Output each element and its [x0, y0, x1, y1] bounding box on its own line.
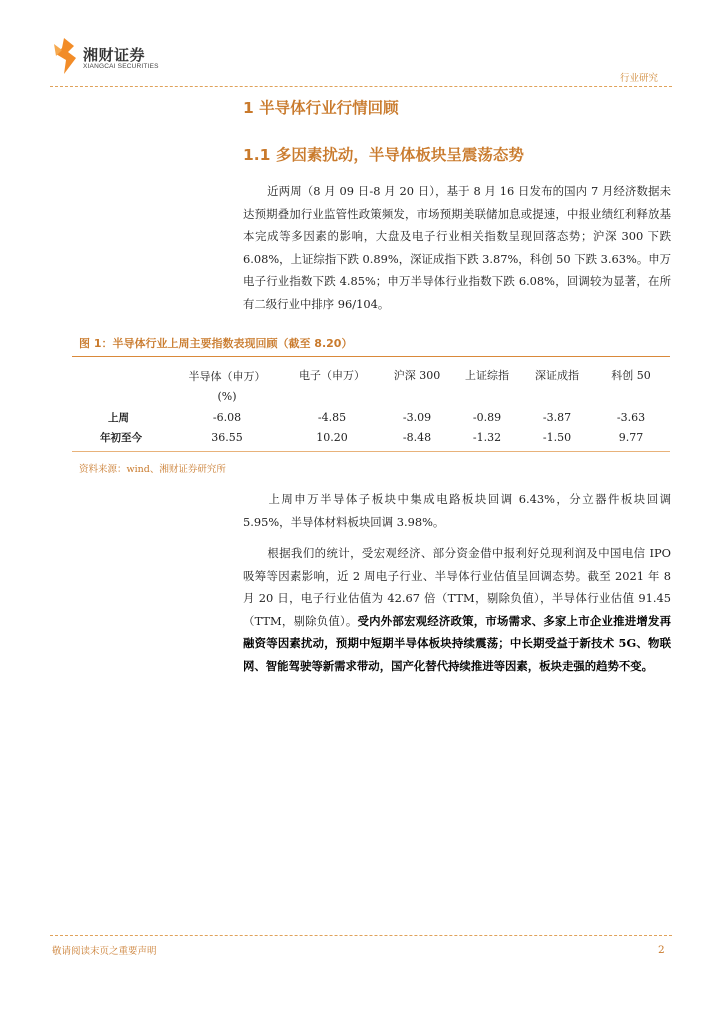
table-cell: -3.87	[542, 410, 572, 424]
page-number: 2	[658, 944, 665, 956]
table-cell: 10.20	[316, 430, 348, 444]
column-header: 深证成指	[535, 369, 579, 382]
paragraph-3-conclusion: 受内外部宏观经济政策，市场需求、多家上市企业推进增发再融资等因素扰动，预期中短期半导体板块持续震荡；中长期受益于新技术 5G、物联网、智能驾驶等新需求带动，国产化替代持续推进等因素，板块走强的趋势不变。	[243, 613, 671, 673]
heading-1: 1 半导体行业行情回顾	[243, 99, 399, 117]
row-label: 上周	[108, 411, 129, 424]
column-header: 电子（申万）	[299, 369, 365, 382]
table-cell: -4.85	[317, 410, 347, 424]
footer-disclaimer: 敬请阅读末页之重要声明	[52, 946, 157, 957]
logo-text-en: XIANGCAI SECURITIES	[83, 63, 159, 70]
paragraph-2-text: 上周申万半导体子板块中集成电路板块回调 6.43%，分立器件板块回调 5.95%，半导体材料板块回调 3.98%。	[243, 492, 671, 529]
table-cell: -3.09	[402, 410, 432, 424]
figure-title: 图 1：半导体行业上周主要指数表现回顾（截至 8.20）	[79, 337, 353, 350]
table-cell: -0.89	[472, 410, 502, 424]
paragraph-1	[243, 180, 671, 316]
figure-bottom-rule	[72, 451, 670, 452]
table-cell: 9.77	[618, 430, 644, 444]
figure-source: 资料来源：wind、湘财证券研究所	[79, 464, 226, 475]
table-cell: 36.55	[211, 430, 243, 444]
table-row	[72, 427, 670, 447]
paragraph-1-text: 近两周（8 月 09 日-8 月 20 日），基于 8 月 16 日发布的国内 7 月经济数据未达预期叠加行业监管性政策频发，市场预期美联储加息或提速，中报业绩红利释放基本完成等多因素的影响，大盘及电子行业相关指数呈现回落态势；沪深 300 下跌 6.08%，上证综指下跌 0.89%，深证成指下跌 3.87%，科创 50 下跌 3.63%。申万电子行业指数下跌 4.85%；申万半导体行业指数下跌 6.08%，回调较为显著，在所有二级行业中排序 96/104。	[243, 184, 671, 311]
column-header-semiconductor: 半导体（申万）	[188, 370, 266, 383]
column-header: 科创 50	[611, 369, 651, 382]
row-label: 年初至今	[100, 431, 142, 444]
heading-2: 1.1 多因素扰动，半导体板块呈震荡态势	[243, 146, 524, 164]
table-cell: -6.08	[212, 410, 242, 424]
company-logo-icon	[50, 38, 78, 74]
table-cell: -8.48	[402, 430, 432, 444]
footer-divider	[50, 935, 672, 936]
section-label: 行业研究	[620, 73, 659, 84]
column-header: 上证综指	[465, 369, 509, 382]
logo-text-cn: 湘财证券	[83, 46, 146, 64]
table-cell: -1.32	[472, 430, 502, 444]
index-table	[72, 367, 670, 447]
table-cell: -3.63	[616, 410, 646, 424]
header-divider	[50, 86, 672, 87]
paragraph-3-text: 根据我们的统计，受宏观经济、部分资金借中报利好兑现利润及中国电信 IPO 吸筹等因素影响，近 2 周电子行业、半导体行业估值呈回调态势。截至 2021 年 8 月 20 日，电子行业估值为 42.67 倍（TTM，剔除负值），半导体行业估值 91.45（TTM，剔除负值）。	[243, 546, 671, 628]
table-cell: -1.50	[542, 430, 572, 444]
figure-top-rule	[72, 356, 670, 357]
paragraph-2	[243, 488, 671, 533]
paragraph-3	[243, 542, 671, 678]
column-header: 半导体（申万） (%)	[188, 370, 266, 403]
table-row	[72, 407, 670, 427]
table-header-row	[72, 367, 670, 407]
column-header: 沪深 300	[393, 369, 441, 382]
